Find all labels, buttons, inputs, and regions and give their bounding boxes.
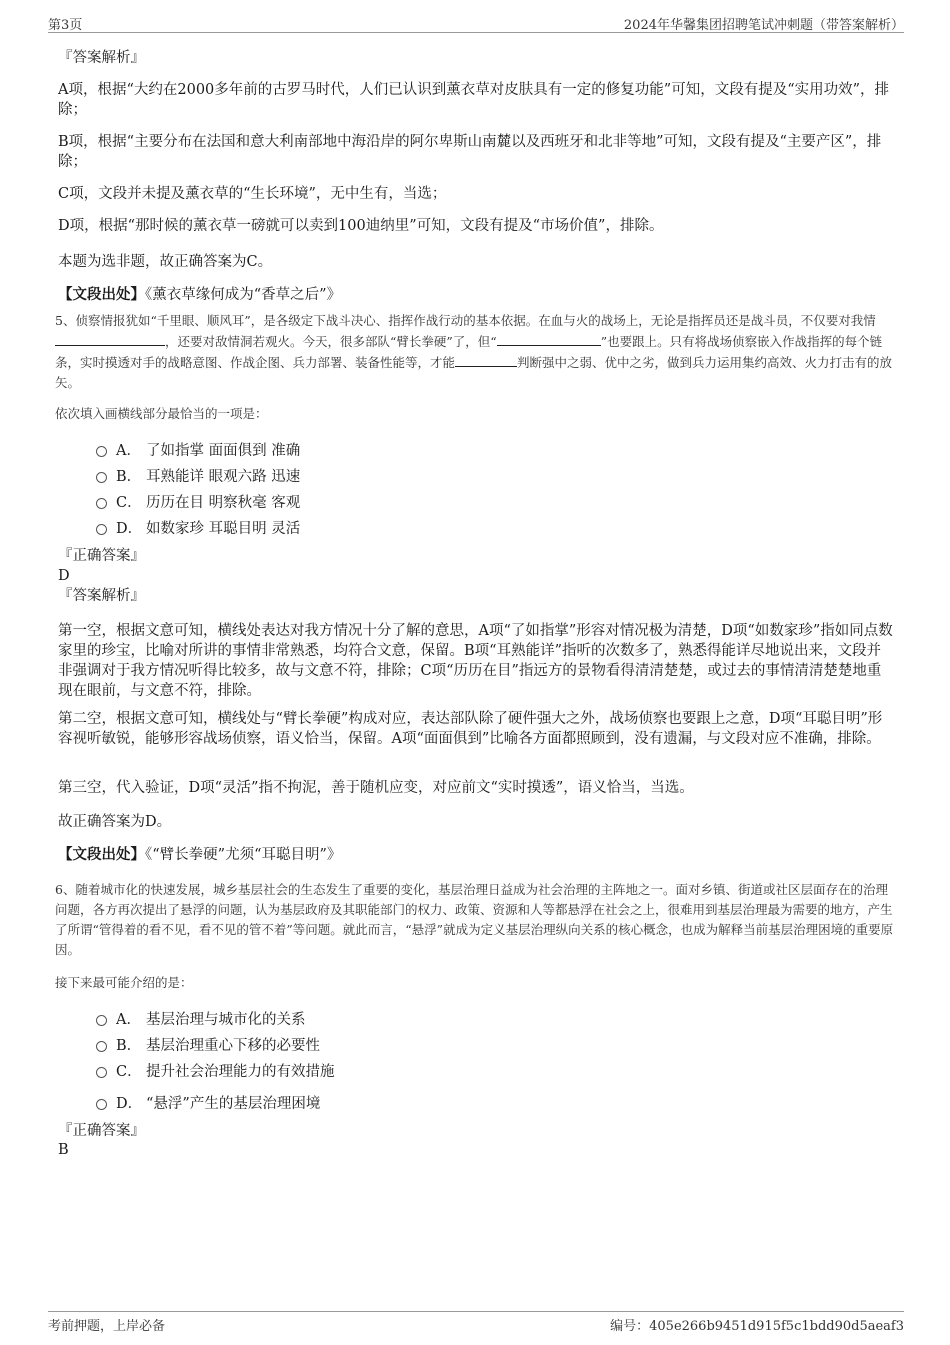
option-text: 了如指掌 面面俱到 准确 (146, 443, 301, 459)
q6-answer: B (58, 1142, 69, 1158)
q5-stem (55, 311, 897, 393)
option-text: 历历在目 明察秋毫 客观 (146, 495, 301, 511)
option-letter: D． (116, 521, 143, 537)
q5-analysis-p1: 第一空，根据文意可知，横线处表达对我方情况十分了解的意思，A项“了如指掌”形容对情况极为清楚，D项“如数家珍”指如同点数家里的珍宝，比喻对所讲的事情非常熟悉，均符合文意，保留。B项“耳熟能详”指听的次数多了，熟悉得能详尽地说出来，文段并非强调对于我方情况听得比较多，故与文意不符，排除；C项“历历在目”指远方的景物看得清清楚楚，或过去的事情清清楚楚地重现在眼前，与文意不符，排除。 (58, 623, 893, 699)
q5-stem-part: 5、侦察情报犹如“千里眼、顺风耳”，是各级定下战斗决心、指挥作战行动的基本依据。在血与火的战场上，无论是指挥员还是战斗员，不仅要对我情 (55, 313, 876, 328)
q6-answer-heading: 『正确答案』 (58, 1123, 145, 1139)
q4-analysis-heading: 『答案解析』 (58, 50, 145, 66)
q5-analysis-p2: 第二空，根据文意可知，横线处与“臂长拳硬”构成对应，表达部队除了硬件强大之外，战场侦察也要跟上之意，D项“耳聪目明”形容视听敏锐，能够形容战场侦察，语义恰当，保留。A项“面面俱到”比喻各方面都照顾到，没有遗漏，与文段对应不准确，排除。 (58, 711, 883, 747)
code-label: 编号： (610, 1319, 650, 1334)
q4-source-label: 【文段出处】 (58, 286, 145, 303)
radio-icon[interactable] (96, 524, 107, 535)
q5-answer: D (58, 568, 70, 584)
q4-source-text: 《薰衣草缘何成为“香草之后”》 (145, 287, 342, 303)
page-header (48, 12, 904, 33)
option-text: 基层治理重心下移的必要性 (146, 1038, 320, 1054)
option-letter: A． (116, 1012, 141, 1028)
radio-icon[interactable] (96, 472, 107, 483)
q4-analysis-d: D项，根据“那时候的薰衣草一磅就可以卖到100迪纳里”可知，文段有提及“市场价值”，排除。 (58, 218, 664, 234)
document-title: 2024年华馨集团招聘笔试冲刺题（带答案解析） (623, 18, 904, 33)
q4-analysis-b: B项，根据“主要分布在法国和意大利南部地中海沿岸的阿尔卑斯山南麓以及西班牙和北非等地”可知，文段有提及“主要产区”，排除； (58, 134, 882, 170)
q6-option-c[interactable] (96, 1062, 335, 1082)
q4-source (58, 285, 894, 305)
q5-answer-heading: 『正确答案』 (58, 548, 145, 564)
q6-stem: 6、随着城市化的快速发展，城乡基层社会的生态发生了重要的变化，基层治理日益成为社会治理的主阵地之一。面对乡镇、街道或社区层面存在的治理问题，各方再次提出了悬浮的问题，认为基层政府及其职能部门的权力、政策、资源和人等都悬浮在社会之上，很难用到基层治理最为需要的地方，产生了所谓“管得着的看不见，看不见的管不着”等问题。就此而言，“悬浮”就成为定义基层治理纵向关系的核心概念，也成为解释当前基层治理困境的重要原因。 (55, 882, 894, 957)
option-letter: C． (116, 495, 142, 511)
document-code (610, 1315, 904, 1334)
footer-slogan: 考前押题，上岸必备 (48, 1319, 166, 1334)
option-text: “悬浮”产生的基层治理困境 (146, 1096, 321, 1112)
q5-stem-part: ”也要跟上。只有将战场侦察嵌入作战指挥的每个链条，实时摸透对手的战略意图、作战企图、兵力部署、装备性能等，才能 (55, 334, 883, 370)
q6-option-a[interactable] (96, 1010, 306, 1030)
q5-blank-1 (55, 331, 165, 346)
option-letter: B． (116, 469, 142, 485)
q4-analysis-c: C项，文段并未提及薰衣草的“生长环境”，无中生有，当选； (58, 186, 447, 202)
option-letter: C． (116, 1064, 142, 1080)
option-text: 提升社会治理能力的有效措施 (146, 1064, 335, 1080)
q5-source-text: 《“臂长拳硬”尤须“耳聪目明”》 (145, 847, 342, 863)
q5-option-d[interactable] (96, 519, 300, 539)
q5-option-c[interactable] (96, 493, 300, 513)
q5-conclusion: 故正确答案为D。 (58, 814, 172, 830)
radio-icon[interactable] (96, 1067, 107, 1078)
q5-option-a[interactable] (96, 441, 300, 461)
q5-option-b[interactable] (96, 467, 300, 487)
q5-analysis-heading: 『答案解析』 (58, 588, 145, 604)
radio-icon[interactable] (96, 446, 107, 457)
option-letter: D． (116, 1096, 143, 1112)
option-text: 基层治理与城市化的关系 (146, 1012, 306, 1028)
radio-icon[interactable] (96, 1099, 107, 1110)
q6-option-d[interactable] (96, 1094, 320, 1114)
option-letter: A． (116, 443, 141, 459)
radio-icon[interactable] (96, 498, 107, 509)
q6-option-b[interactable] (96, 1036, 320, 1056)
q5-source (58, 845, 894, 865)
q5-blank-3 (455, 352, 517, 367)
q4-analysis-a: A项，根据“大约在2000多年前的古罗马时代，人们已认识到薰衣草对皮肤具有一定的修复功能”可知，文段有提及“实用功效”，排除； (58, 82, 890, 118)
option-letter: B． (116, 1038, 142, 1054)
q4-conclusion: 本题为选非题，故正确答案为C。 (58, 254, 273, 270)
code-value: 405e266b9451d915f5c1bdd90d5aeaf3 (649, 1319, 904, 1334)
q5-stem-part: 判断强中之弱、优中之劣，做到兵力运用集约高效、火力打击有的放矢。 (55, 355, 893, 390)
radio-icon[interactable] (96, 1041, 107, 1052)
q5-prompt: 依次填入画横线部分最恰当的一项是： (55, 406, 268, 421)
q6-prompt: 接下来最可能介绍的是： (55, 975, 193, 990)
option-text: 如数家珍 耳聪目明 灵活 (146, 521, 301, 537)
radio-icon[interactable] (96, 1015, 107, 1026)
q5-source-label: 【文段出处】 (58, 846, 145, 863)
page-number: 第3页 (48, 18, 83, 33)
q5-stem-part: ，还要对敌情洞若观火。今天，很多部队“臂长拳硬”了，但“ (165, 334, 497, 349)
page-footer (48, 1311, 904, 1334)
q5-blank-2 (497, 331, 601, 346)
q5-analysis-p3: 第三空，代入验证，D项“灵活”指不拘泥，善于随机应变，对应前文“实时摸透”，语义恰当，当选。 (58, 780, 694, 796)
option-text: 耳熟能详 眼观六路 迅速 (146, 469, 301, 485)
